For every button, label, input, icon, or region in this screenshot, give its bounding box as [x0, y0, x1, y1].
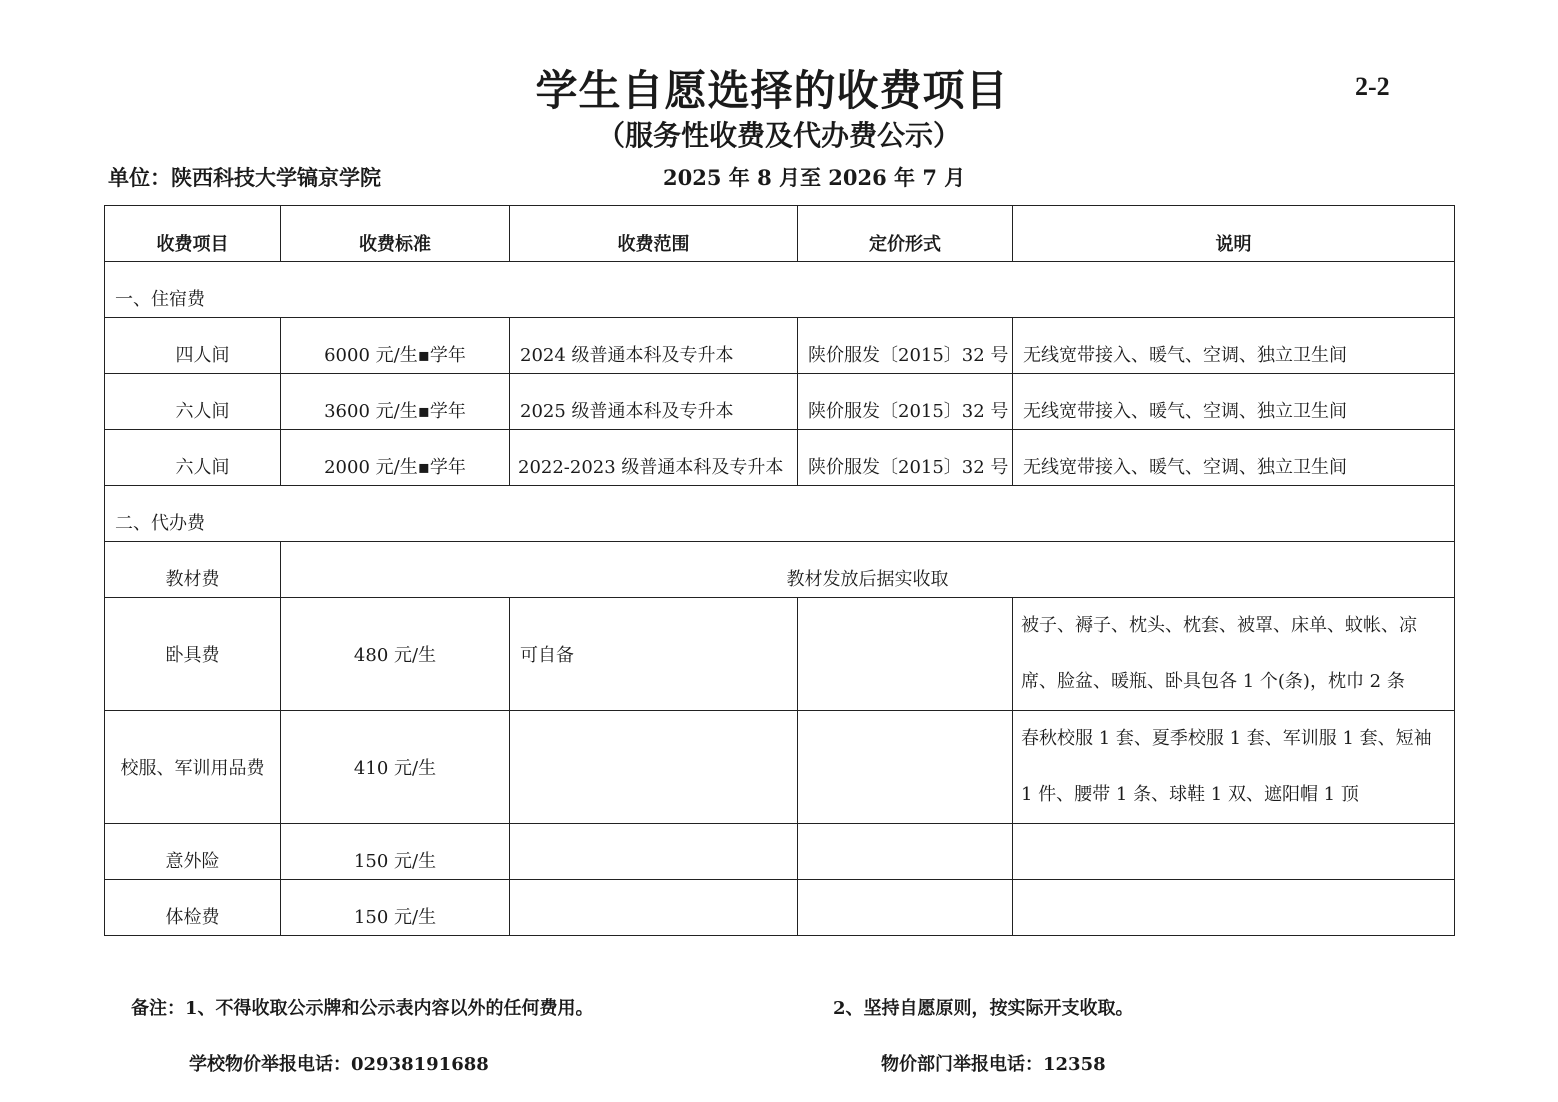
pricing-cell	[798, 824, 1013, 880]
standard-cell: 480 元/生	[281, 598, 510, 711]
standard-cell: 3600 元/生▪学年	[281, 374, 510, 430]
table-row	[105, 374, 1455, 430]
scope-cell	[510, 711, 798, 824]
page-subtitle: （服务性收费及代办费公示）	[596, 119, 961, 152]
note-line: 被子、褥子、枕头、枕套、被罩、床单、蚊帐、凉	[1021, 615, 1417, 636]
standard-cell: 2000 元/生▪学年	[281, 430, 510, 486]
item-cell: 体检费	[105, 880, 281, 936]
scope-cell	[510, 824, 798, 880]
pricing-cell: 陕价服发〔2015〕32 号	[798, 318, 1013, 374]
item-cell: 卧具费	[105, 598, 281, 711]
scope-cell: 2022-2023 级普通本科及专升本	[510, 430, 798, 486]
scope-cell: 2024 级普通本科及专升本	[510, 318, 798, 374]
school-hotline: 学校物价举报电话：02938191688	[189, 1054, 489, 1075]
column-header-pricing: 定价形式	[798, 206, 1013, 262]
item-cell: 意外险	[105, 824, 281, 880]
table-row	[105, 880, 1455, 936]
pricing-cell	[798, 598, 1013, 711]
period-label: 2025 年 8 月至 2026 年 7 月	[663, 165, 966, 190]
section-label: 二、代办费	[105, 486, 1455, 542]
standard-cell: 150 元/生	[281, 824, 510, 880]
pricing-cell: 陕价服发〔2015〕32 号	[798, 430, 1013, 486]
column-header-item: 收费项目	[105, 206, 281, 262]
item-cell: 六人间	[105, 430, 281, 486]
note-line: 1 件、腰带 1 条、球鞋 1 双、遮阳帽 1 顶	[1021, 784, 1359, 805]
scope-cell: 2025 级普通本科及专升本	[510, 374, 798, 430]
footer-note-2: 2、坚持自愿原则，按实际开支收取。	[833, 998, 1134, 1019]
item-cell: 四人间	[105, 318, 281, 374]
scope-cell	[510, 880, 798, 936]
pricing-cell	[798, 711, 1013, 824]
fee-table	[104, 205, 1455, 936]
section-row-accommodation	[105, 262, 1455, 318]
section-label: 一、住宿费	[105, 262, 1455, 318]
note-line: 春秋校服 1 套、夏季校服 1 套、军训服 1 套、短袖	[1021, 728, 1432, 749]
section-row-agency	[105, 486, 1455, 542]
price-dept-hotline: 物价部门举报电话：12358	[881, 1054, 1106, 1075]
merged-note-cell: 教材发放后据实收取	[281, 542, 1455, 598]
note-cell: 无线宽带接入、暖气、空调、独立卫生间	[1013, 430, 1455, 486]
page-title: 学生自愿选择的收费项目	[535, 66, 1009, 115]
unit-label: 单位：陕西科技大学镐京学院	[108, 165, 381, 190]
column-header-standard: 收费标准	[281, 206, 510, 262]
pricing-cell: 陕价服发〔2015〕32 号	[798, 374, 1013, 430]
note-cell	[1013, 598, 1455, 711]
note-cell	[1013, 711, 1455, 824]
note-cell	[1013, 880, 1455, 936]
table-row	[105, 318, 1455, 374]
note-cell	[1013, 824, 1455, 880]
table-row	[105, 598, 1455, 711]
scope-cell: 可自备	[510, 598, 798, 711]
table-row-textbook	[105, 542, 1455, 598]
pricing-cell	[798, 880, 1013, 936]
table-row	[105, 824, 1455, 880]
table-row	[105, 711, 1455, 824]
note-cell: 无线宽带接入、暖气、空调、独立卫生间	[1013, 374, 1455, 430]
standard-cell: 6000 元/生▪学年	[281, 318, 510, 374]
note-line: 席、脸盆、暖瓶、卧具包各 1 个(条)，枕巾 2 条	[1021, 671, 1405, 692]
table-header-row	[105, 206, 1455, 262]
column-header-scope: 收费范围	[510, 206, 798, 262]
column-header-note: 说明	[1013, 206, 1455, 262]
standard-cell: 410 元/生	[281, 711, 510, 824]
document-code: 2-2	[1355, 72, 1390, 101]
standard-cell: 150 元/生	[281, 880, 510, 936]
note-cell: 无线宽带接入、暖气、空调、独立卫生间	[1013, 318, 1455, 374]
footer-note-1: 备注：1、不得收取公示牌和公示表内容以外的任何费用。	[131, 998, 594, 1019]
table-row	[105, 430, 1455, 486]
item-cell: 六人间	[105, 374, 281, 430]
item-cell: 校服、军训用品费	[105, 711, 281, 824]
item-cell: 教材费	[105, 542, 281, 598]
